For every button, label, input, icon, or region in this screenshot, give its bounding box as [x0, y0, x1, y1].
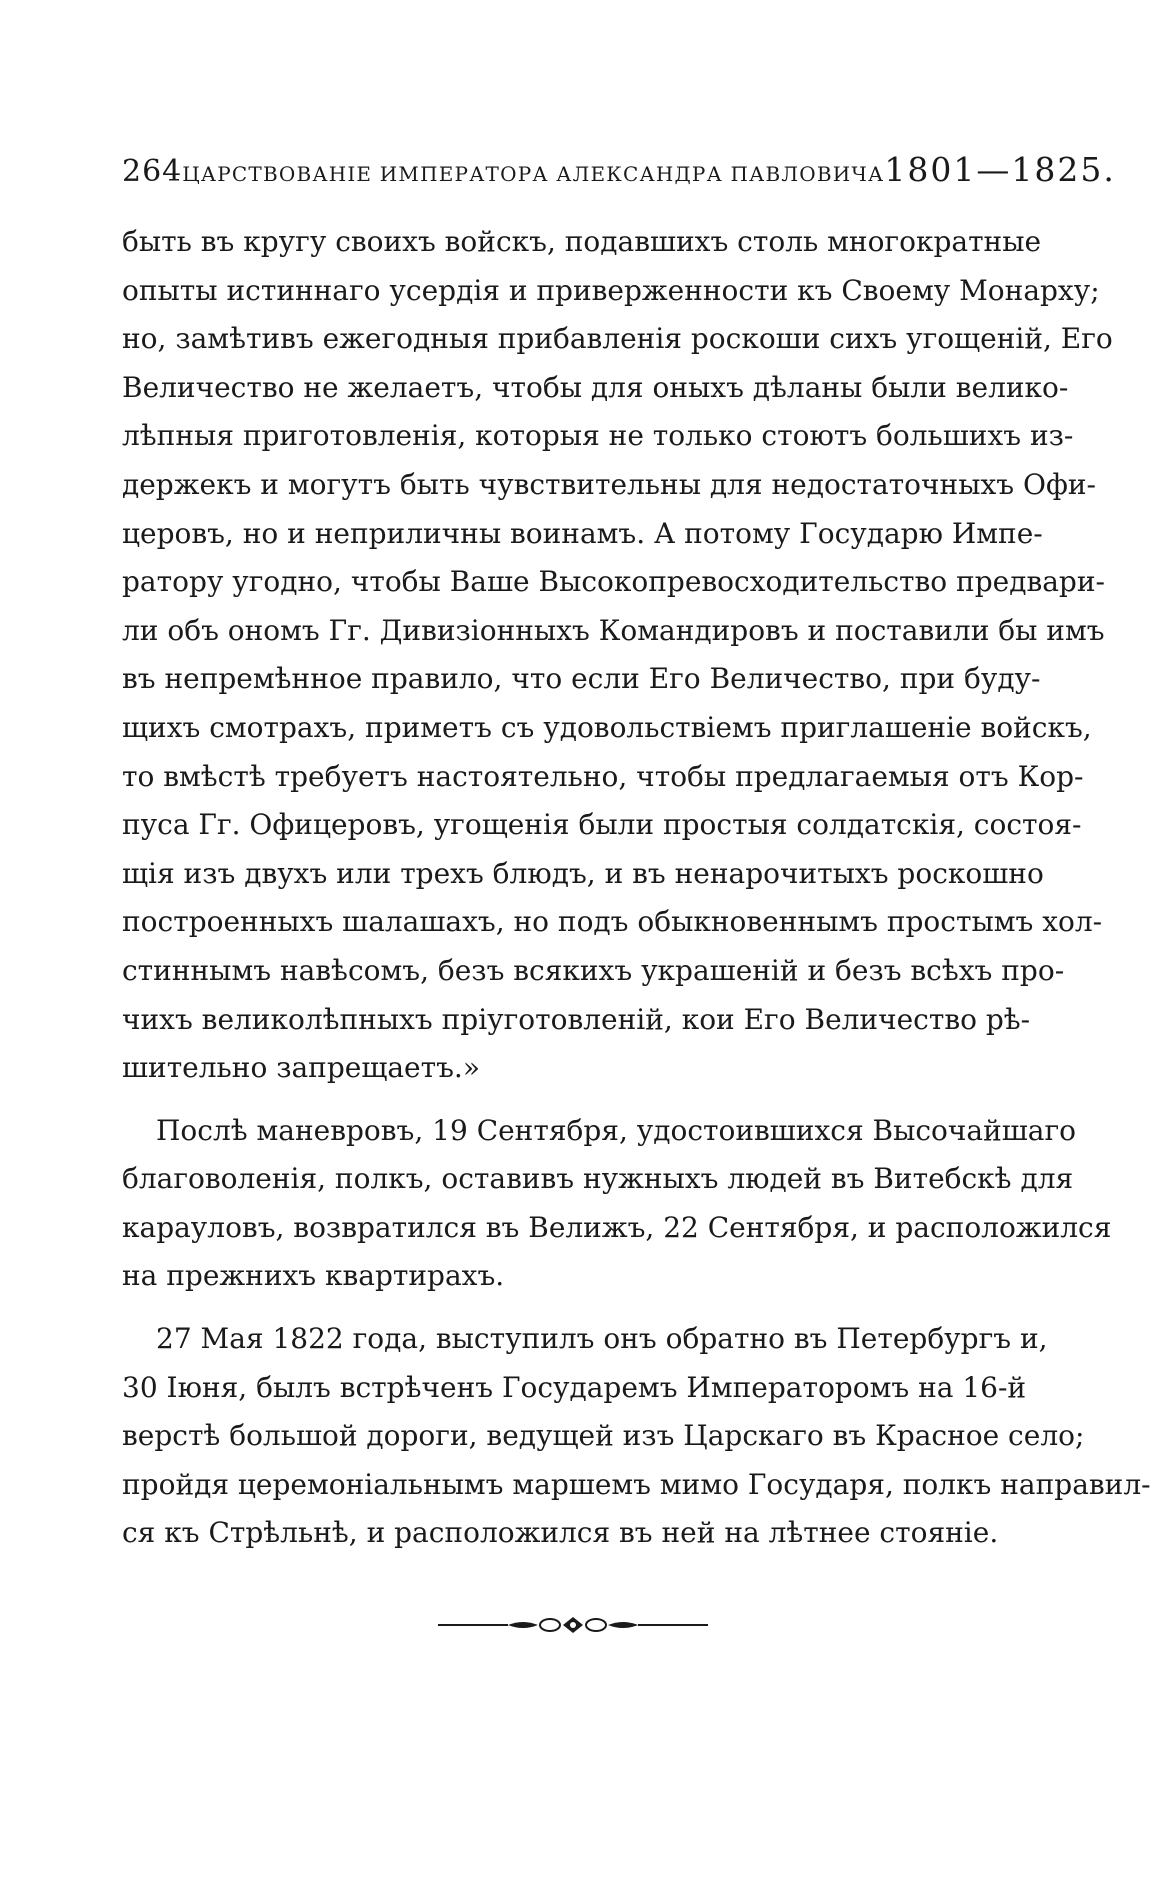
- text-line: построенныхъ шалашахъ, но подъ обыкновеннымъ простымъ хол-: [122, 905, 1103, 939]
- text-line: на прежнихъ квартирахъ.: [122, 1259, 505, 1293]
- text-line: держекъ и могутъ быть чувствительны для недостаточныхъ Офи-: [122, 467, 1096, 501]
- text-line: стиннымъ навѣсомъ, безъ всякихъ украшеній и безъ всѣхъ про-: [122, 953, 1065, 987]
- paragraph: [122, 1107, 1112, 1301]
- running-title: ЦАРСТВОВАНІЕ ИМПЕРАТОРА АЛЕКСАНДРА ПАВЛОВИЧА: [182, 162, 885, 186]
- text-line: быть въ кругу своихъ войскъ, подавшихъ столь многократные: [122, 225, 1042, 258]
- text-line: верстѣ большой дороги, ведущей изъ Царскаго въ Красное село;: [122, 1419, 1085, 1453]
- text-line: ся къ Стрѣльнѣ, и расположился въ ней на лѣтнее стояніе.: [122, 1516, 999, 1550]
- text-line: 30 Іюня, былъ встрѣченъ Государемъ Императоромъ на 16-й: [122, 1370, 1027, 1404]
- reign-years: 1801—1825.: [884, 150, 1116, 189]
- text-line: ратору угодно, чтобы Ваше Высокопревосходительство предвари-: [122, 565, 1105, 599]
- text-line: Величество не желаетъ, чтобы для оныхъ дѣланы были велико-: [122, 370, 1069, 404]
- paragraph: [122, 218, 1113, 1093]
- text-line: щихъ смотрахъ, приметъ съ удовольствіемъ приглашеніе войскъ,: [122, 710, 1092, 744]
- text-line: чихъ великолѣпныхъ пріуготовленій, кои Его Величество рѣ-: [122, 1002, 1031, 1036]
- text-line: шительно запрещаетъ.»: [122, 1051, 480, 1085]
- running-head: [122, 150, 1116, 194]
- text-line: карауловъ, возвратился въ Велижъ, 22 Сентября, и расположился: [122, 1210, 1112, 1244]
- text-line: ли объ ономъ Гг. Дивизіонныхъ Командировъ и поставили бы имъ: [122, 613, 1105, 647]
- body-text: [122, 218, 1151, 1558]
- text-line: благоволенія, полкъ, оставивъ нужныхъ людей въ Витебскѣ для: [122, 1162, 1074, 1196]
- text-line: лѣпныя приготовленія, которыя не только стоютъ большихъ из-: [122, 419, 1074, 453]
- tailpiece-ornament-icon: [438, 1613, 708, 1637]
- text-line: Послѣ маневровъ, 19 Сентября, удостоившихся Высочайшаго: [156, 1113, 1077, 1147]
- page-number: 264: [122, 154, 183, 189]
- text-line: но, замѣтивъ ежегодныя прибавленія роскоши сихъ угощеній, Его: [122, 322, 1113, 356]
- text-line: опыты истиннаго усердія и приверженности къ Своему Монарху;: [122, 273, 1100, 307]
- text-line: пройдя церемоніальнымъ маршемъ мимо Государя, полкъ направил-: [122, 1467, 1151, 1501]
- text-line: церовъ, но и неприличны воинамъ. А потому Государю Импе-: [122, 516, 1043, 550]
- text-line: щія изъ двухъ или трехъ блюдъ, и въ ненарочитыхъ роскошно: [122, 856, 1044, 890]
- paragraph: [122, 1315, 1151, 1558]
- text-line: 27 Мая 1822 года, выступилъ онъ обратно въ Петербургъ и,: [156, 1322, 1048, 1356]
- text-line: въ непремѣнное правило, что если Его Величество, при буду-: [122, 662, 1041, 696]
- text-line: то вмѣстѣ требуетъ настоятельно, чтобы предлагаемыя отъ Кор-: [122, 759, 1084, 793]
- text-line: пуса Гг. Офицеровъ, угощенія были простыя солдатскія, состоя-: [122, 808, 1082, 842]
